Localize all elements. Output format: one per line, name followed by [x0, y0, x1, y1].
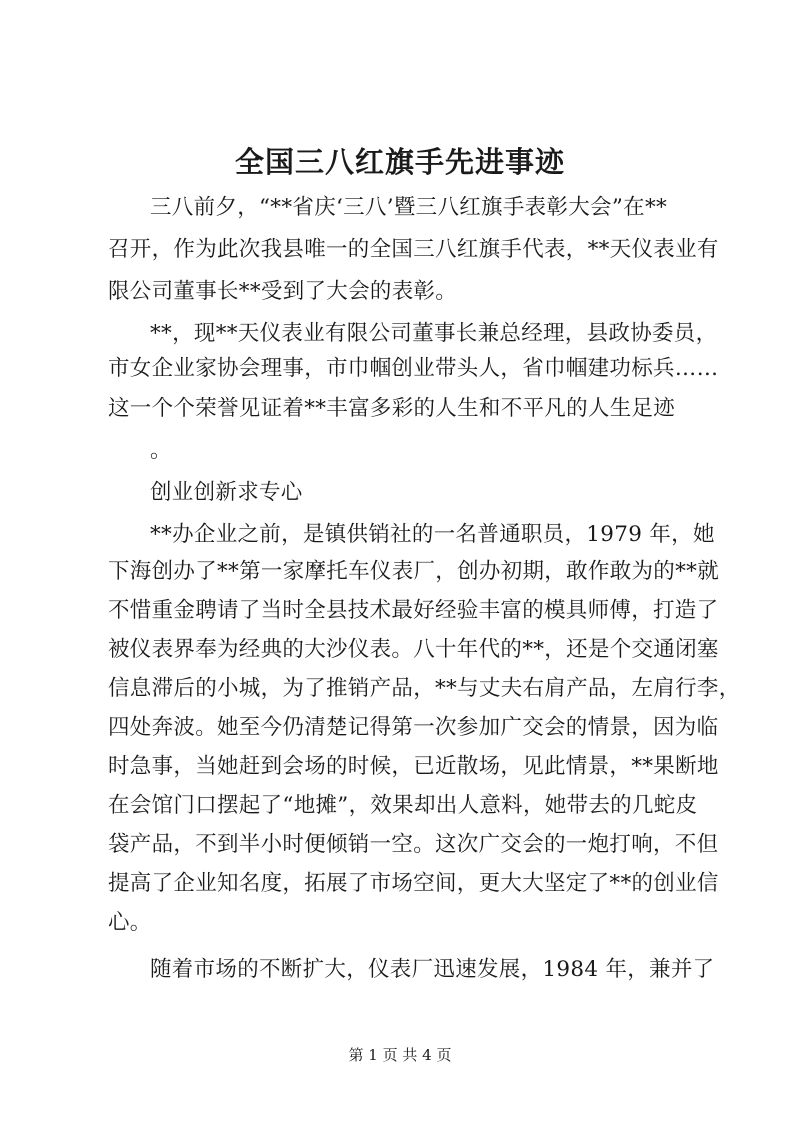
text-line: 时急事，当她赶到会场的时候，已近散场，见此情景，**果断地: [108, 754, 719, 779]
text-line: 不惜重金聘请了当时全县技术最好经验丰富的模具师傅，打造了: [108, 598, 719, 623]
text-line: 信息滞后的小城，为了推销产品，**与丈夫右肩产品，左肩行李，: [108, 676, 741, 701]
text-line: 。: [150, 438, 172, 463]
text-line: **，现**天仪表业有限公司董事长兼总经理，县政协委员，: [150, 321, 718, 346]
section-heading: 创业创新求专心: [150, 480, 303, 505]
text-line: 心。: [108, 910, 152, 935]
text-line: 四处奔波。她至今仍清楚记得第一次参加广交会的情景，因为临: [108, 715, 719, 740]
text-line: 被仪表界奉为经典的大沙仪表。八十年代的**，还是个交通闭塞: [108, 637, 719, 662]
document-title: 全国三八红旗手先进事迹: [234, 145, 565, 179]
text-line: 市女企业家协会理事，市巾帼创业带头人，省巾帼建功标兵……: [108, 356, 719, 381]
text-line: 在会馆门口摆起了“地摊”，效果却出人意料，她带去的几蛇皮: [108, 793, 698, 818]
text-line: 提高了企业知名度，拓展了市场空间，更大大坚定了**的创业信: [108, 871, 719, 896]
text-line: 限公司董事长**受到了大会的表彰。: [108, 279, 458, 304]
text-line: 袋产品，不到半小时便倾销一空。这次广交会的一炮打响，不但: [108, 832, 719, 857]
text-line: 随着市场的不断扩大，仪表厂迅速发展，1984 年，兼并了: [150, 957, 715, 982]
text-line: 这一个个荣誉见证着**丰富多彩的人生和不平凡的人生足迹: [108, 396, 676, 421]
text-line: 三八前夕，“**省庆‘三八’暨三八红旗手表彰大会”在**: [150, 195, 668, 220]
page-number-footer: 第 1 页 共 4 页: [348, 1046, 452, 1064]
text-line: 下海创办了**第一家摩托车仪表厂，创办初期，敢作敢为的**就: [108, 559, 720, 584]
text-line: 召开，作为此次我县唯一的全国三八红旗手代表，**天仪表业有: [108, 237, 719, 262]
text-line: **办企业之前，是镇供销社的一名普通职员，1979 年，她: [150, 522, 715, 547]
